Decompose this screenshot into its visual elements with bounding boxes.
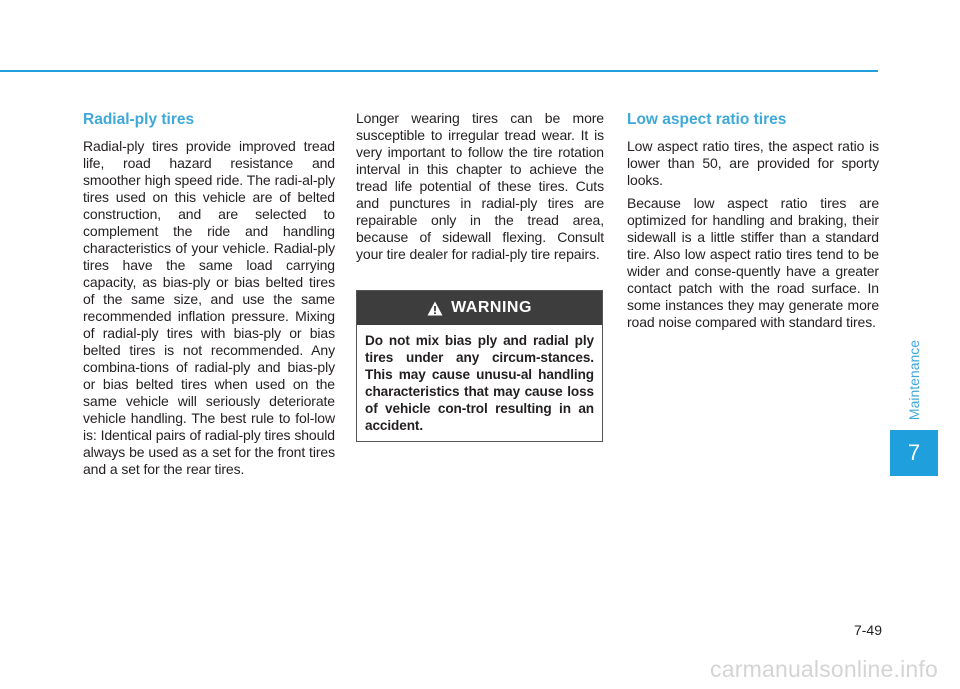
warning-box: [356, 290, 603, 442]
tread-wear-paragraph: Longer wearing tires can be more susceptible to irregular tread wear. It is very important to follow the tire rotation interval in this chapter to achieve the tread life potential of these tires. Cuts and punctures in radial-ply tires are repairable only in the tread area, because of sidewall flexing. Consult your tire dealer for radial-ply tire repairs.: [356, 110, 604, 262]
column-low-aspect: [627, 110, 879, 337]
warning-triangle-icon: [427, 301, 443, 316]
chapter-tab: 7: [890, 430, 938, 476]
chapter-label: [900, 340, 928, 420]
column-radial-ply: [83, 110, 335, 484]
section-title-low-aspect: Low aspect ratio tires: [627, 111, 787, 128]
column-tread-wear: [356, 110, 604, 269]
low-aspect-paragraph-2: Because low aspect ratio tires are optimized for handling and braking, their sidewall is a little stiffer than a standard tire. Also low aspect ratio tires tend to be wider and conse-quently have a greater contact patch with the road surface. In some instances they may generate more road noise compared with standard tires.: [627, 195, 879, 330]
page-number: 7-49: [853, 622, 882, 638]
chapter-label-text: Maintenance: [906, 339, 923, 421]
radial-ply-paragraph: Radial-ply tires provide improved tread life, road hazard resistance and smoother high speed ride. The radi-al-ply tires used on this vehicle are of belted construction, and are selected to complement the ride and handling characteristics of your vehicle. Radial-ply tires have the same load carrying capacity, as bias-ply or bias belted tires of the same size, and use the same recommended inflation pressure. Mixing of radial-ply tires with bias-ply or bias belted tires is not recommended. Any combina-tions of radial-ply and bias-ply or bias belted tires when used on the same vehicle will seriously deteriorate vehicle handling. The best rule to fol-low is: Identical pairs of radial-ply tires should always be used as a set for the front tires and a set for the rear tires.: [83, 138, 335, 477]
warning-header: [357, 291, 602, 325]
warning-label: WARNING: [451, 299, 532, 316]
watermark: carmanualsonline.info: [710, 656, 938, 682]
top-divider: [0, 70, 878, 72]
section-title-radial-ply: Radial-ply tires: [83, 111, 195, 128]
warning-text: Do not mix bias ply and radial ply tires under any circum-stances. This may cause unusu-al handling characteristics that may cause loss of vehicle con-trol resulting in an accident.: [365, 333, 594, 433]
low-aspect-paragraph-1: Low aspect ratio tires, the aspect ratio is lower than 50, are provided for sporty looks.: [627, 138, 879, 188]
